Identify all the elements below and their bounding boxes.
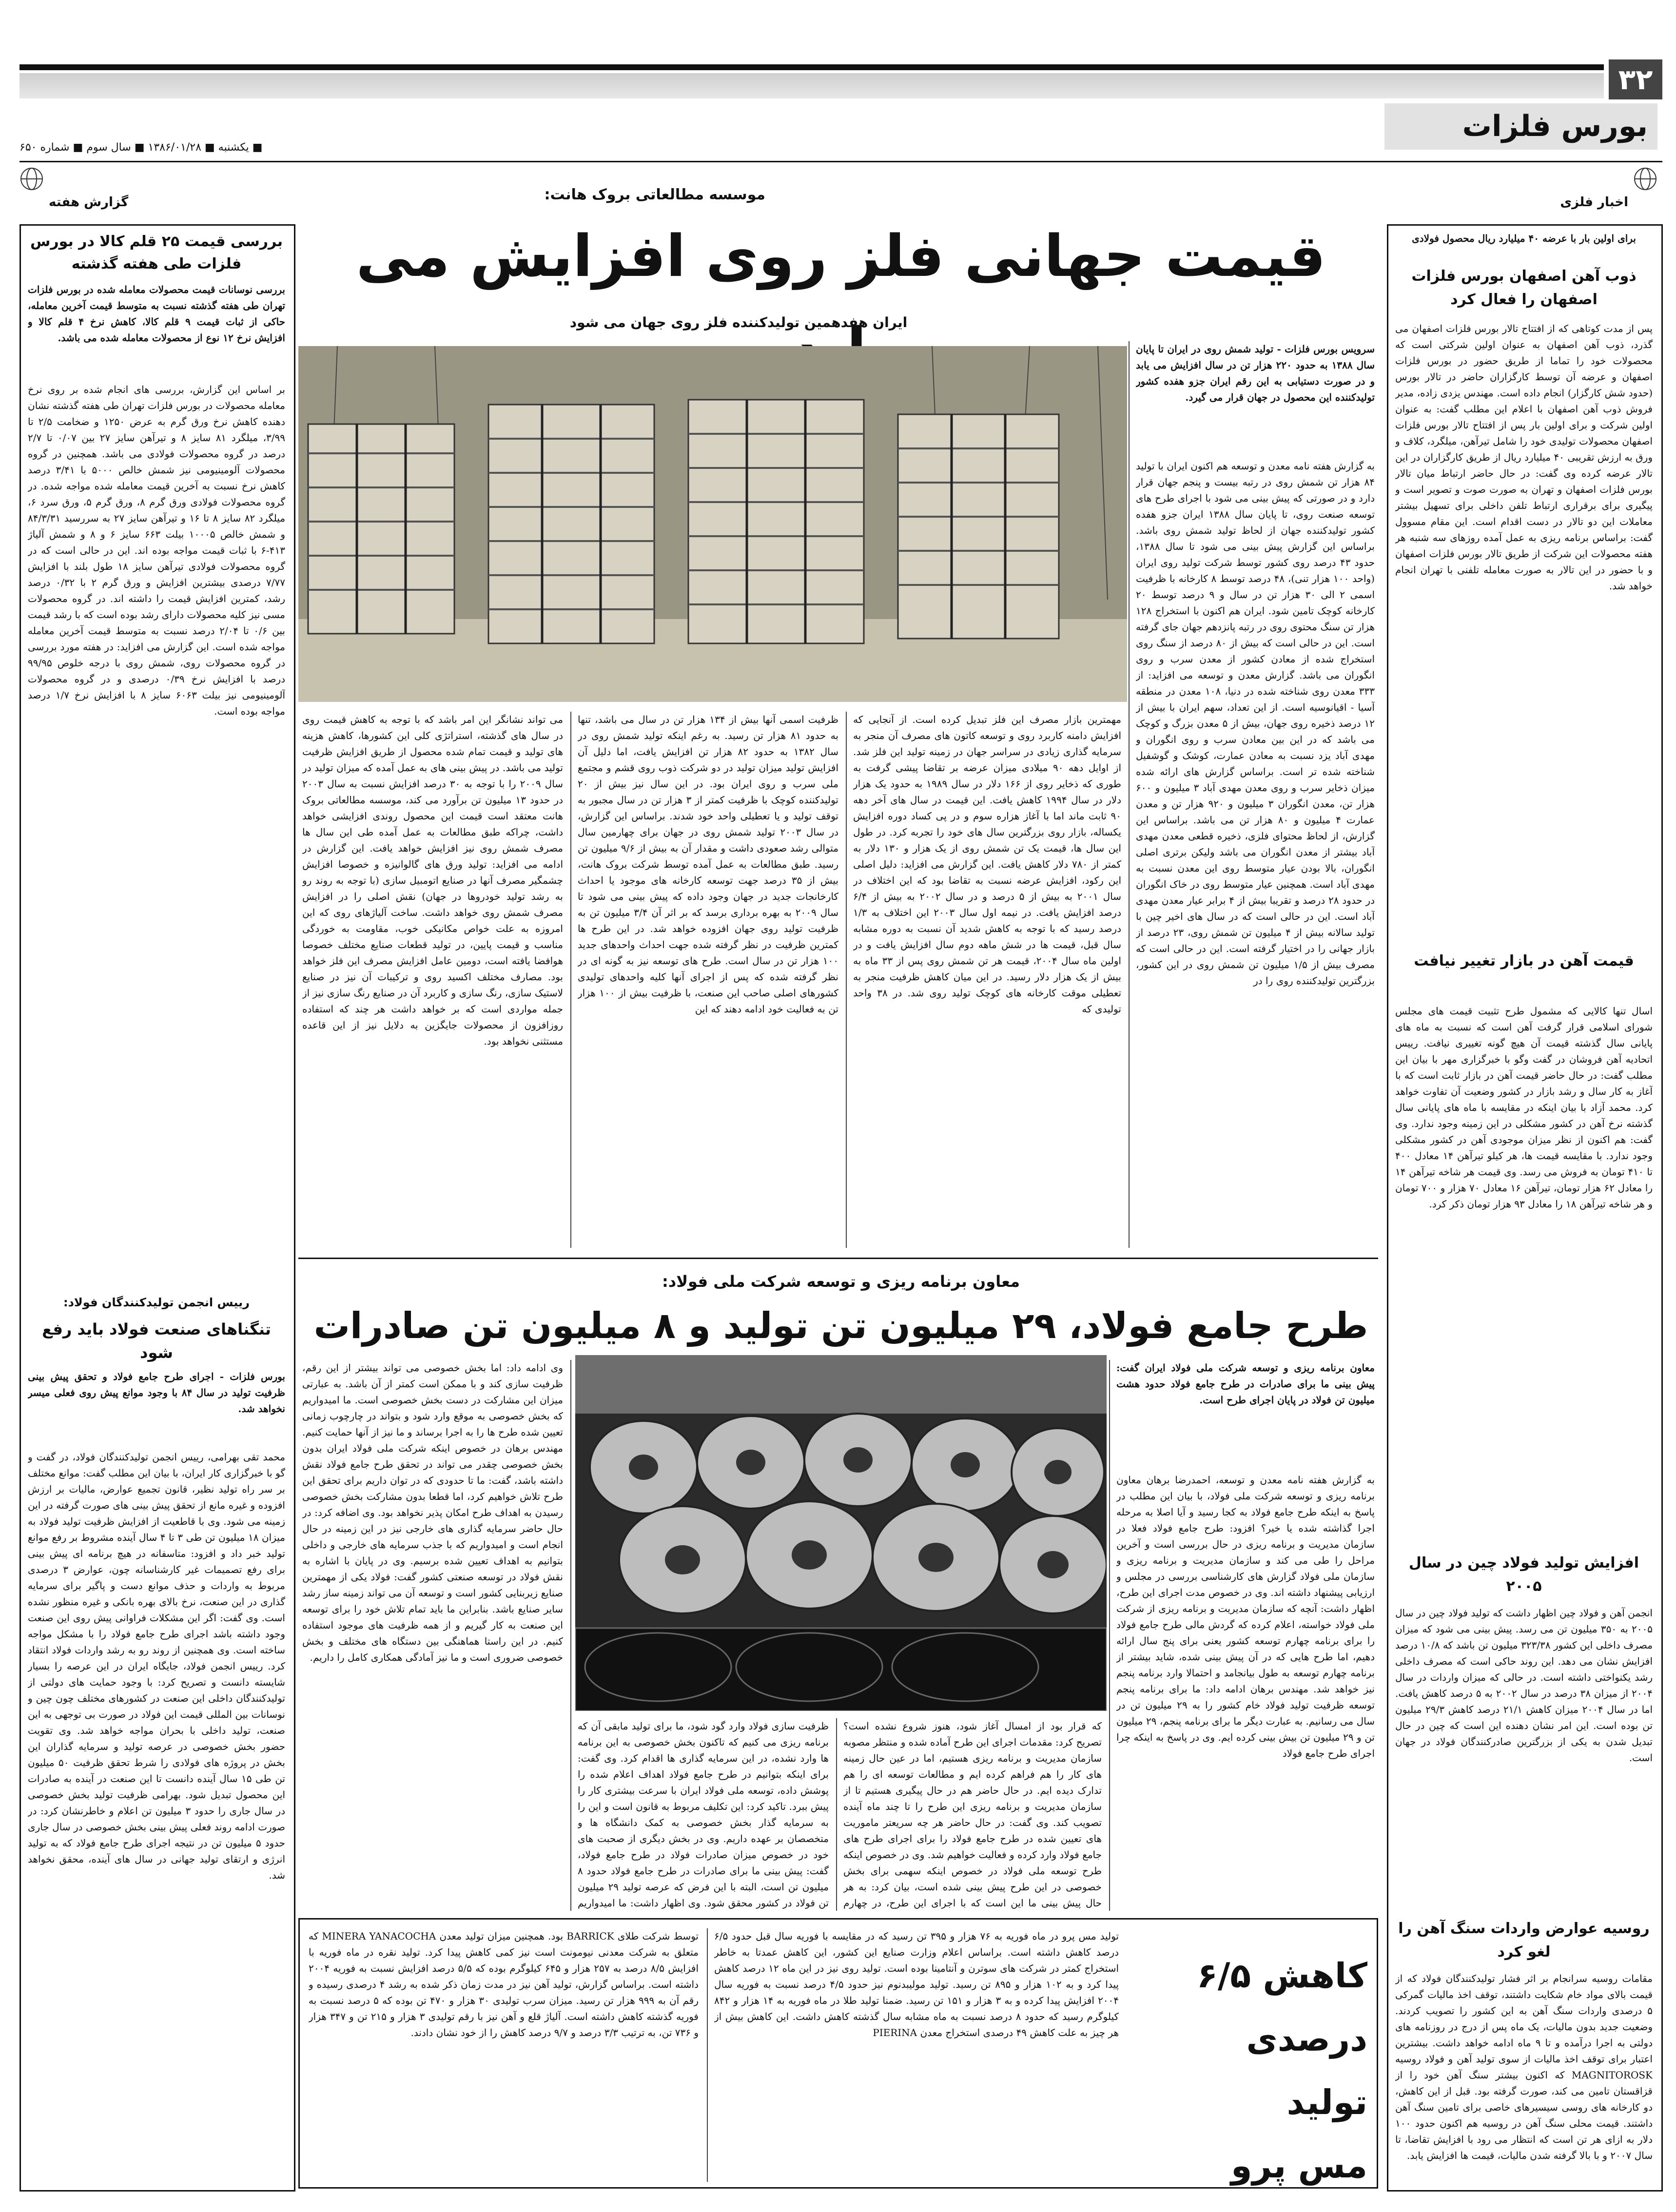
column-divider — [836, 1718, 837, 1911]
steel-coils-image — [575, 1355, 1107, 1711]
copper-headline-line: تولید — [1286, 2082, 1367, 2122]
news-body: مقامات روسیه سرانجام بر اثر فشار تولیدکنندگان فولاد که از قیمت بالای مواد خام شکایت داشتند، توقف اخذ مالیات گمرکی ۵ درصدی واردات سنگ آهن به این کشور را تصویب کردند. وضعیت جدید بدون مالیات، یک ماه پس از درج در روزنامه های دولتی به اجرا درآمده و تا ۹ ماه ادامه خواهد داشت. بیشترین اعتبار برای توقف اخذ مالیات از سوی تولید آهن و فولاد روسیه MAGNITOROSK که اکنون بیشتر سنگ آهن خود را از قزاقستان تامین می کند، صورت گرفته بود. قبل از این کاهش، دو کارخانه های روسی سیسیرهای خاصی برای تامین سنگ آهن داشتند. قیمت محلی سنگ آهن در روسیه هم اکنون حدود ۱۰۰ دلار به ازای هر تن است که انتظار می رود با افزایش تقاضا، تا سال ۲۰۰۷ و با بالا گرفته شدن مالیات، قیمت ها افزایش یابد. — [1395, 1973, 1653, 2161]
globe-icon — [1633, 167, 1657, 191]
column-divider — [570, 1360, 571, 1911]
steel-lead: معاون برنامه ریزی و توسعه شرکت ملی فولاد ایران گفت: پیش بینی ما برای صادرات در طرح جامع فولاد حدود هشت میلیون تن فولاد در پایان اجرای طرح است. — [1116, 1362, 1375, 1406]
column-divider — [846, 712, 847, 1248]
news-title: روسیه عوارض واردات سنگ آهن را لغو کرد — [1398, 1920, 1650, 1960]
steel-column: که قرار بود از امسال آغاز شود، هنوز شروع نشده است؟ تصریح کرد: مقدمات اجرای این طرح آماده شده و منتظر مصوبه سازمان مدیریت و برنامه ریزی هستیم، اما در عین حال زمینه های کار را هم فراهم کرده ایم و مطالعات توسعه ای را هم تدارک دیده ایم. در حال حاضر هم در حال پیگیری هستیم تا از سازمان مدیریت و برنامه ریزی این طرح را تا چند ماه آینده تصویب کند. وی گفت: در حال حاضر هر چه سریعتر ماموریت های تعیین شده در طرح جامع فولاد را برای اجرای طرح های جامع فولاد وارد کرده و فعالیت خواهیم شد. وی در خصوص اینکه طرح توسعه ملی فولاد در خصوص اینکه سهمی برای بخش خصوصی در این طرح پیش بینی شده است، بیان کرد: به هر حال پیش بینی ما این است که با اجرای این طرح، در چهارم — [843, 1720, 1102, 1909]
steel-coils-photo — [575, 1355, 1107, 1711]
report-title: بررسی قیمت ۲۵ قلم کالا در بورس فلزات طی هفته گذشته — [30, 233, 283, 272]
article-lead: سرویس بورس فلزات - تولید شمش روی در ایران تا پایان سال ۱۳۸۸ به حدود ۲۲۰ هزار تن در سال افزایش می یابد و در صورت دستیابی به این رقم ایران جزو هفده کشور تولیدکننده این محصول در جهان قرار می گیرد. — [1136, 343, 1375, 403]
news-title: ذوب آهن اصفهان بورس فلزات اصفهان را فعال کرد — [1411, 268, 1637, 308]
issue-line: ■ یکشنبه ■ ۱۳۸۶/۰۱/۲۸ ■ سال سوم ■ شماره ۶۵۰ — [19, 141, 263, 154]
copper-column: تولید مس پرو در ماه فوریه به ۷۶ هزار و ۳۹۵ تن رسید که در مقایسه با فوریه سال قبل حدود ۶/۵ درصد کاهش داشته است. براساس اعلام وزارت صنایع این کشور، این کاهش عمدتا به خاطر استخراج کمتر در شرکت های سوترن و آنتامینا بوده است. تولید روی نیز در این ماه ۱۲ درصد کاهش پیدا کرد و به ۱۰۲ هزار و ۸۹۵ تن رسید. تولید مولیبدنوم نیز حدود ۴/۵ درصد نسبت به فوریه سال ۲۰۰۴ افزایش پیدا کرده و به ۳ هزار و ۱۵۱ تن رسید. ضمنا تولید طلا در ماه فوریه به ۱۴ هزار و ۸۴۲ کیلوگرم رسید که حدود ۸ درصد نسبت به ماه مشابه سال گذشته کاهش داشت. این کاهش بیش از هر چیز به علت کاهش ۴۹ درصدی استخراج معدن PIERINA — [714, 1930, 1119, 2038]
article-subhead: ایران هفدهمین تولیدکننده فلز روی جهان می شود — [569, 314, 908, 330]
steel-kicker: معاون برنامه ریزی و توسعه شرکت ملی فولاد: — [662, 1272, 1020, 1291]
ingot-stacks-image — [298, 346, 1127, 702]
copper-box — [298, 1918, 1378, 2189]
article-column: ظرفیت اسمی آنها بیش از ۱۳۴ هزار تن در سال می باشد، تنها به حدود ۸۱ هزار تن رسید. به رغم اینکه تولید شمش روی در سال ۱۳۸۲ به حدود ۸۲ هزار تن افزایش یافت، اما دلیل آن افزایش تولید میزان تولید در دو شرکت ذوب روی قشم و مجتمع ملی سرب و روی ایران بود. در این سال نیز بیش از ۲۰ تولیدکننده کوچک با ظرفیت کمتر از ۳ هزار تن در سال مجبور به توقف تولید و یا تعطیلی واحد خود شدند. براساس این گزارش، در سال ۲۰۰۳ تولید شمش روی در جهان برای چهارمین سال متوالی رشد صعودی داشت و مقدار آن به بیش از ۹/۶ میلیون تن رسید. طبق مطالعات به عمل آمده توسط شرکت بروک هانت، بیش از ۳۵ درصد جهت توسعه کارخانه های موجود یا احداث کارخانجات جدید در جهان وجود داده که پیش بینی می شود تا سال ۲۰۰۹ به بهره برداری برسد که بر اثر آن ۳/۴ میلیون تن به ظرفیت تولید روی جهان افزوده خواهد شد. در این طرح ها کمترین ظرفیت در نظر گرفته شده جهت احداث واحدهای جدید ۱۰۰ هزار تن در سال است. طرح های توسعه نیز به گونه ای در نظر گرفته شده که پس از اجرای آنها کلیه واحدهای تولیدی کشورهای اصلی صاحب این صنعت، با ظرفیت بیش از ۱۰۰ هزار تن به فعالیت خود ادامه دهند که این — [578, 714, 838, 1015]
copper-column: توسط شرکت طلای BARRICK بود. همچنین میزان تولید معدن MINERA YANACOCHA که متعلق به شرکت معدنی نیومونت است نیز کمی کاهش پیدا کرد. تولید نقره در ماه فوریه با افزایش ۸/۵ درصد به ۲۵۷ هزار و ۶۴۵ کیلوگرم بوده که ۵/۵ درصد افزایش نسبت به فوریه ۲۰۰۴ داشته است. براساس گزارش، تولید آهن نیز در مدت زمان ذکر شده به رشد ۴ درصدی رسیده و رقم آن به ۹۹۹ هزار تن رسید. میزان سرب تولیدی ۳۰ هزار و ۴۷۰ تن بوده که ۵ درصد نسبت به فوریه گذشته کاهش داشته است. آلیاژ قلع و آهن نیز با رقم تولیدی ۳ هزار و ۲۱۵ تن و ۳۴۷ هزار و ۷۳۶ تن، به ترتیب ۳/۳ درصد و ۹/۷ درصد کاهش را از خود نشان دادند. — [309, 1930, 699, 2038]
report-title: تنگناهای صنعت فولاد باید رفع شود — [42, 1320, 271, 1362]
news-body: اسال تنها کالایی که مشمول طرح تثبیت قیمت های مجلس شورای اسلامی قرار گرفت آهن است که نسبت به ماه های پایانی سال گذشته قیمت آن هیچ گونه تغییری نیافت. رییس اتحادیه آهن فروشان در گفت وگو با خبرگزاری مهر با بیان این مطلب گفت: در حال حاضر قیمت آهن در بازار ثابت است که با آغاز به کار سال و رشد بازار در کشور وضعیت آن تفاوت خواهد کرد. محمد آزاد با بیان اینکه در مقایسه با ماه های پایانی سال گذشته نرخ آهن در کشور مشکلی در این زمینه وجود ندارد. وی گفت: هم اکنون از نظر میزان موجودی آهن در کشور مشکلی وجود ندارد. با مقایسه قیمت ها، هر کیلو تیرآهن ۱۴ معادل ۴۰۰ تا ۴۱۰ تومان به فروش می رسد. وی قیمت هر شاخه تیرآهن ۱۴ را معادل ۶۲ هزار تومان، تیرآهن ۱۶ معادل ۷۰ هزار و ۷۰۰ تومان و هر شاخه تیرآهن ۱۸ را معادل ۹۳ هزار تومان ذکر کرد. — [1395, 1005, 1653, 1210]
column-divider — [1109, 1360, 1110, 1911]
article-column: می تواند نشانگر این امر باشد که با توجه به کاهش قیمت روی در سال های گذشته، استراتژی کلی این کشورها، کاهش هزینه های تولید و قیمت تمام شده محصول از طریق افزایش ظرفیت تولید می باشد. در پیش بینی های به عمل آمده که میزان تولید در سال ۲۰۰۹ را با توجه به ۳۰ درصد افزایش نسبت به سال ۲۰۰۳ در حدود ۱۳ میلیون تن برآورد می کند، موسسه مطالعاتی بروک هانت معتقد است قیمت این محصول روندی افزایشی خواهد داشت، چراکه طبق مطالعات به عمل آمده طی این سال ها مصرف شمش روی نیز افزایش خواهد یافت. این گزارش در ادامه می افزاید: تولید ورق های گالوانیزه و خصوصا افزایش چشمگیر مصرف آنها در صنایع اتومبیل سازی (با توجه به روند رو به رشد تولید خودروها در جهان) نقش اصلی را در افزایش مصرف شمش روی خواهد داشت. ساخت آلیاژهای روی که این امروزه به علت خواص مکانیکی خوب، مقاومت به خوردگی مناسب و قیمت پایین، در تولید قطعات صنایع مختلف خصوصا هوافضا یافته است، دومین عامل افزایش مصرف این فلز خواهد بود. مصارف مختلف اکسید روی و ترکیبات آن نیز در صنایع لاستیک سازی، رنگ سازی و کاربرد آن در صنایع رنگ سازی نیز از جمله مواردی است که بر خواهد داشت هر چند که استفاده روزافزون از محصولات جایگزین به دلایل نیز از این قاعده مستثنی نخواهد بود. — [302, 714, 563, 1047]
steel-column: وی ادامه داد: اما بخش خصوصی می تواند بیشتر از این رقم، ظرفیت سازی کند و با ممکن است کمتر از آن باشد. به عبارتی میزان این مشارکت در دست بخش خصوصی است. ما امیدواریم که بخش خصوصی به موقع وارد شود و بتواند در چارچوب زمانی تعیین شده طرح ها را به اجرا برساند و ما نیز از آنها حمایت کنیم. مهندس برهان در خصوص اینکه شرکت ملی فولاد ایران بدون بخش خصوصی چقدر می تواند در تحقق طرح جامع فولاد نقش داشته باشد، گفت: ما تا حدودی که در توان داریم برای تحقق این طرح تلاش خواهیم کرد، اما قطعا بدون مشارکت بخش خصوصی رسیدن به اهداف طرح امکان پذیر نخواهد بود. وی اضافه کرد: در حال حاضر سرمایه گذاری های خارجی نیز در این زمینه در حال انجام است و امیدواریم که با جذب سرمایه های خارجی و داخلی بتوانیم به اهداف تعیین شده برسیم. وی در پایان با اشاره به نقش فولاد در توسعه صنعتی کشور گفت: فولاد یکی از مهمترین صنایع زیربنایی کشور است و توسعه آن می تواند زمینه ساز رشد سایر صنایع باشد. بنابراین ما باید تمام تلاش خود را برای توسعه این صنعت به کار گیریم و از همه ظرفیت های موجود استفاده کنیم. در این راستا هماهنگی بین دستگاه های مختلف و بخش خصوصی ضروری است و ما نیز آمادگی همکاری کامل را داریم. — [302, 1362, 563, 1663]
copper-headline-line: کاهش ۶/۵ درصدی — [1197, 1956, 1367, 2059]
news-title: افزایش تولید فولاد چین در سال ۲۰۰۵ — [1408, 1554, 1639, 1595]
news-intro: برای اولین بار با عرضه ۴۰ میلیارد ریال محصول فولادی — [1412, 233, 1636, 244]
copper-headline-line: مس پرو — [1231, 2146, 1367, 2186]
section-title: بورس فلزات — [1384, 103, 1657, 150]
header-rule — [19, 64, 1604, 70]
header-bottom-rule — [19, 161, 1662, 162]
report-body: بر اساس این گزارش، بررسی های انجام شده بر روی نرخ معامله محصولات در بورس فلزات تهران طی هفته گذشته نشان دهنده کاهش نرخ ورق گرم به عرض ۱۲۵۰ و ضخامت ۲/۵ تا ۳/۹۹، میلگرد ۸۱ سایز ۸ و تیرآهن سایز ۲۷ بین ۰/۰۷ تا ۲/۷ درصد در گروه محصولات فولادی می باشد. همچنین در گروه محصولات آلومینیومی نیز شمش خالص ۵۰۰۰ با ۳/۴۱ درصد کاهش نرخ نسبت به آخرین قیمت معامله شده مواجه شده. در گروه محصولات فولادی ورق گرم ۸، ورق گرم ۵، ورق سرد ۶، میلگرد ۸۲ سایز ۸ تا ۱۶ و تیرآهن سایز ۲۷ به سررسید ۸۴/۳/۳۱ و شمش خالص ۱۰۰۰۵ بیلت ۶۶۳ سایز ۶ و ۸ و شمش آلیاژ ۴۱۳-۶ با ثبات قیمت مواجه بوده اند. این در حالی است که در گروه محصولات فولادی تیرآهن سایز ۱۸ طول بلند با افزایش ۷/۷۷ درصدی بیشترین افزایش و ورق گرم ۲ با ۰/۳۲ درصد رشد، کمترین افزایش قیمت را داشته اند. در گروه محصولات مسی نیز کلیه محصولات دارای رشد بوده است که با رشد قیمت بین ۰/۶ تا ۲/۰۴ درصد نسبت به متوسط قیمت آخرین معامله مواجه شده است. این گزارش می افزاید: در هفته مورد بررسی در گروه محصولات روی، شمش روی با درجه خلوص ۹۹/۹۵ درصد با افزایش نرخ ۰/۳۹ درصدی و در گروه محصولات آلومینیومی نیز بیلت ۶۰۶۳ سایز ۸ با افزایش نرخ ۱/۷ درصد مواجه بوده است. — [28, 384, 285, 717]
zinc-ingots-photo — [298, 346, 1127, 702]
news-body: پس از مدت کوتاهی که از افتتاح تالار بورس فلزات اصفهان می گذرد، ذوب آهن اصفهان به عنوان اولین شرکتی است که محصولات خود را تماما از طریق حضور در بورس فلزات اصفهان و عرضه آن توسط کارگزاران حاضر در تالار بورس (حدود شش کارگزار) انجام داده است. مهندس یزدی زاده، مدیر فروش ذوب آهن اصفهان با اعلام این مطلب گفت: به عنوان اولین شرکت و برای اولین بار پس از افتتاح تالار بورس فلزات اصفهان محصولات تولیدی خود را شامل تیرآهن، میلگرد، کلاف و ورق به ارزش تقریبی ۴۰ میلیارد ریال از طریق کارگزاران در این تالار عرضه کرده وی گفت: در حال حاضر ارتباط میان تالار بورس فلزات اصفهان و تهران به صورت صوت و تصویر است و پیگیری برای برقراری ارتباط تلفن داخلی برای تسهیل بیشتر معاملات این دو تالار در دست اقدام است. این مقام مسوول گفت: براساس برنامه ریزی به عمل آمده روزهای سه شنبه هر هفته محصولات این شرکت از طریق تالار بورس فلزات اصفهان و با حضور در این تالار به صورت معامله تلفنی با تهران انجام خواهد شد. — [1395, 323, 1653, 592]
article-column: به گزارش هفته نامه معدن و توسعه هم اکنون ایران با تولید ۸۴ هزار تن شمش روی در رتبه بیست و پنجم جهان قرار دارد و در صورتی که پیش بینی می شود با اجرای طرح های توسعه صنعت روی، تا پایان سال ۱۳۸۸ ایران جزو هفده کشور تولیدکننده جهان از لحاظ تولید شمش روی باشد. براساس این گزارش پیش بینی می شود تا سال ۱۳۸۸، حدود ۴۳ درصد روی کشور توسط شرکت تولید روی ایران (واحد ۱۰۰ هزار تنی)، ۴۸ درصد توسط ۸ کارخانه با ظرفیت اسمی ۲ الی ۳۰ هزار تن در سال و ۹ درصد توسط ۲۰ کارخانه کوچک تامین شود. ایران هم اکنون با استخراج ۱۲۸ هزار تن سنگ محتوی روی در رتبه پانزدهم جهان جای گرفته است. این در حالی است که بیش از ۸۰ درصد از سنگ روی استخراج شده از معادن کشور از معدن سرب و روی انگوران می باشد. گزارش معدن و توسعه می افزاید: از ۳۳۳ معدن روی شناخته شده در دنیا، ۱۰۸ معدن در منطقه آسیا - اقیانوسیه است. از این تعداد، سهم ایران با بیش از ۱۲ درصد ذخیره روی جهان، بیش از ۵ معدن بزرگ و کوچک می باشد که در این بین معادن سرب و روی انگوران و مهدی آباد یزد نسبت به معادن عمارت، کوشک و گوشفیل شناخته شده تر است. براساس گزارش های ارائه شده میزان ذخایر سرب و روی معدن مهدی آباد ۳ میلیون و ۶۰۰ هزار تن، معدن انگوران ۳ میلیون و ۹۲۰ هزار تن و معدن عمارت ۴ میلیون و ۸۰ هزار تن می باشد. براساس این گزارش، از لحاظ محتوای فلزی، ذخیره قطعی معدن مهدی آباد بیشتر از معدن انگوران می باشد ولیکن برتری اصلی انگوران، بالا بودن عیار متوسط روی این معدن نسبت به مهدی آباد است. همچنین عیار متوسط روی در خاک انگوران در حدود ۲۸ درصد و تقریبا بیش از ۴ برابر عیار معدن مهدی آباد است. این در حالی است که در سال های اخیر چین با تولید سالانه بیش از ۴ میلیون تن شمش روی، ۲۳ درصد از بازار جهانی را در اختیار گرفته است. این در حالی است که مصرف بیش از ۱/۵ میلیون تن شمش روی در این کشور، بزرگترین تولیدکننده روی را در — [1136, 460, 1375, 987]
page-number: ۳۲ — [1609, 59, 1662, 99]
steel-column: به گزارش هفته نامه معدن و توسعه، احمدرضا برهان معاون برنامه ریزی و توسعه شرکت ملی فولاد، با بیان این مطلب در پاسخ به اینکه طرح جامع فولاد به کجا رسید و آیا اصلا به مرحله اجرا گذاشته شده یا خیر؟ افزود: طرح جامع فولاد فعلا در سازمان مدیریت و برنامه ریزی در حال بررسی است و آخرین مراحل را طی می کند و سازمان مدیریت و برنامه ریزی و سازمان ملی فولاد گزارش های کارشناسی بررسی در مجلس و ارزیابی پیشنهاد داشته اند. وی در خصوص مدت اجرای این طرح، اظهار داشت: آنچه که سازمان مدیریت و برنامه ریزی از شرکت ملی فولاد خواسته، اعلام کرده که گردش مالی طرح جامع فولاد را برای برنامه چهارم توسعه کشور یعنی برای پنج سال ارائه دهیم، اما طرح هایی که در آن پیش بینی شده، شاید بیشتر از برنامه چهارم توسعه به طول بیانجامد و احتمالا وارد برنامه پنجم نیز خواهد شد. مهندس برهان ادامه داد: ما برای برنامه پنجم توسعه ظرفیت تولید فولاد خام کشور را به ۲۹ میلیون تن در سال می رسانیم. به عبارت دیگر ما برای برنامه پنجم، ۲۹ میلیون تن و ۲۹ میلیون تن بیش بینی کرده ایم. وی در پاسخ به اینکه چرا اجرای طرح جامع فولاد — [1116, 1474, 1375, 1759]
news-body: انجمن آهن و فولاد چین اظهار داشت که تولید فولاد چین در سال ۲۰۰۵ به ۳۵۰ میلیون تن می رسد. پیش بینی می شود که میزان مصرف داخلی این کشور ۳۲۳/۳۸ میلیون تن باشد که ۱۰/۸ درصد افزایش نشان می دهد. این روند حاکی است که مصرف داخلی رشد یکنواختی داشته است. در حالی که میزان واردات در سال ۲۰۰۴ از میزان ۳۸ درصد در سال ۲۰۰۲ به ۵ درصد کاهش یافت. اما در سال ۲۰۰۴ میزان کاهش ۲۱/۱ درصد کاهش ۲۹/۳ میلیون تن بوده است. این امر نشان دهنده این است که چین در حال تبدیل شدن به یکی از بزرگترین صادرکنندگان فولاد در جهان است. — [1395, 1607, 1653, 1764]
section-separator — [298, 1258, 1378, 1259]
column-divider — [1129, 341, 1130, 1248]
left-column-label: گزارش هفته — [49, 195, 129, 210]
column-divider — [570, 712, 571, 1248]
article-headline: قیمت جهانی فلز روی افزایش می — [356, 222, 1326, 290]
report-lead: بررسی نوسانات قیمت محصولات معامله شده در بورس فلزات تهران طی هفته گذشته نسبت به متوسط قیمت آخرین معامله، حاکی از ثبات قیمت ۹ قلم کالا، کاهش نرخ ۴ قلم کالا و افزایش نرخ ۱۲ نوع از محصولات معامله شده می باشد. — [28, 284, 285, 344]
article-kicker: موسسه مطالعاتی بروک هانت: — [544, 186, 765, 203]
right-column-label: اخبار فلزی — [1560, 195, 1628, 210]
globe-icon — [19, 167, 44, 191]
copper-headline — [1129, 1944, 1367, 2186]
column-divider — [707, 1928, 708, 2182]
article-column: مهمترین بازار مصرف این فلز تبدیل کرده است. از آنجایی که افزایش دامنه کاربرد روی و توسعه کاتون های مصرف آن منجر به سرمایه گذاری زیادی در سراسر جهان در زمینه تولید این فلز شد. از اوایل دهه ۹۰ میلادی میزان عرضه بر تقاضا پیشی گرفت به طوری که ذخایر روی از ۱۶۶ دلار در سال ۱۹۸۹ به حدود یک هزار دلار در سال ۱۹۹۴ کاهش یافت. این قیمت در سال های آخر دهه ۹۰ ثابت ماند اما با آغاز هزاره سوم و در پی کساد دوره افزایش یکساله، بازار روی بزرگترین سال های خود را تجربه کرد. در طول این سال ها، قیمت یک تن شمش روی از یک هزار و ۱۳۰ دلار به کمتر از ۷۸۰ دلار کاهش یافت. این گزارش می افزاید: دلیل اصلی این رکود، افزایش عرضه نسبت به تقاضا بود که این اختلاف در سال ۲۰۰۱ به بیش از ۵ درصد و در سال ۲۰۰۲ به بیش از ۶/۴ درصد افزایش یافت. در نیمه اول سال ۲۰۰۳ این اختلاف به ۱/۳ درصد رسید که با توجه به کاهش شدید آن نسبت به دوره مشابه سال قبل، قیمت ها در شش ماهه دوم سال افزایش یافت و در اولین ماه سال ۲۰۰۴، قیمت هر تن شمش روی پس از ۳۳ ماه به بیش از یک هزار دلار رسید. در این میان کاهش ظرفیت منجر به تعطیلی موقت کارخانه های کوچک تولید روی شد. در ۳۸ واحد تولیدی که — [853, 714, 1121, 1015]
report-lead: بورس فلزات - اجرای طرح جامع فولاد و تحقق پیش بینی ظرفیت تولید در سال ۸۴ با وجود موانع پیش روی فعلی میسر نخواهد شد. — [28, 1371, 285, 1415]
news-title: قیمت آهن در بازار تغییر نیافت — [1414, 952, 1634, 970]
header-band — [19, 73, 1604, 98]
report-body: محمد تقی بهرامی، رییس انجمن تولیدکنندگان فولاد، در گفت و گو با خبرگزاری کار ایران، با بیان این مطلب گفت: موانع مختلف بر سر راه تولید نظیر، قانون تجمیع عوارض، مالیات بر ارزش افزوده و غیره مانع از تحقق پیش بینی های صورت گرفته در این زمینه می شود. وی با قاطعیت از افزایش ظرفیت تولید فولاد به میزان ۱۸ میلیون تن طی ۳ تا ۴ سال آینده مشروط بر رفع موانع تولید خبر داد و افزود: متاسفانه در هیچ برنامه ای پیش بینی برای رفع تصمیمات غیر کارشناسانه چون، عوارض ۳ درصدی مربوط به واردات و حذف موانع دست و پاگیر برای سرمایه گذاری در این صنعت، نرخ بالای بهره بانکی و غیره منظور نشده است. وی گفت: اگر این مشکلات فراوانی پیش روی این صنعت وجود داشته باشد اجرای طرح جامع فولاد را با مشکل مواجه ساخته است. وی همچنین از روند رو به رشد واردات فولاد انتقاد کرد. رییس انجمن فولاد، جایگاه ایران در این عرصه را بسیار شایسته دانست و تصریح کرد: با وجود حمایت های دولتی از تولیدکنندگان داخلی این صنعت در کشورهای مختلف چون چین و نوسانات بین المللی قیمت این فولاد در صورت بی توجهی به این صنعت، تولید داخلی با بحران مواجه خواهد شد. وی تقویت حضور بخش خصوصی در عرصه تولید و سرمایه گذاران این بخش در پروژه های فولادی را شرط تحقق ظرفیت ۵۰ میلیون تن طی ۱۵ سال آینده دانست تا این صنعت در آینده به صادرات این محصول تبدیل شود. بهرامی ظرفیت تولید بخش خصوصی در سال جاری را حدود ۳ میلیون تن اعلام و خاطرنشان کرد: در صورت ادامه روند فعلی پیش بینی بخش خصوصی در سال جاری حدود ۵ میلیون تن در نتیجه اجرای طرح جامع فولاد که به تولید انرژی و ارتقای تولید جهانی در سال های آینده، محقق نخواهد شد. — [28, 1451, 285, 1881]
report-kicker: رییس انجمن تولیدکنندگان فولاد: — [63, 1296, 250, 1309]
right-sidebar — [1387, 224, 1663, 2192]
steel-column: ظرفیت سازی فولاد وارد گود شود، ما برای تولید مابقی آن که برنامه ریزی می کنیم که تاکنون بخش خصوصی به این برنامه ها وارد نشده، در این سرمایه گذاری ها اقدام کرد. وی گفت: برای اینکه بتوانیم در طرح جامع فولاد اهداف اعلام شده را پوشش داده، توسعه ملی فولاد ایران با سرعت بیشتری کار را پیش ببرد. تاکید کرد: این تکلیف مربوط به قانون است و این را به سرمایه گذار بخش خصوصی به کمک دانشگاه ها و متخصصان بر عهده داریم. وی در بخش دیگری از صحبت های خود در خصوص میزان صادرات فولاد در طرح جامع فولاد، گفت: پیش بینی ما برای صادرات در طرح جامع فولاد حدود ۸ میلیون تن است، البته با این فرض که عرصه تولید ۲۹ میلیون تن فولاد در کشور محقق شود. وی اظهار داشت: ما امیدواریم — [578, 1720, 829, 1909]
steel-headline: طرح جامع فولاد، ۲۹ میلیون تن تولید و ۸ میلیون تن صادرات — [313, 1305, 1368, 1347]
left-sidebar — [19, 224, 295, 2192]
